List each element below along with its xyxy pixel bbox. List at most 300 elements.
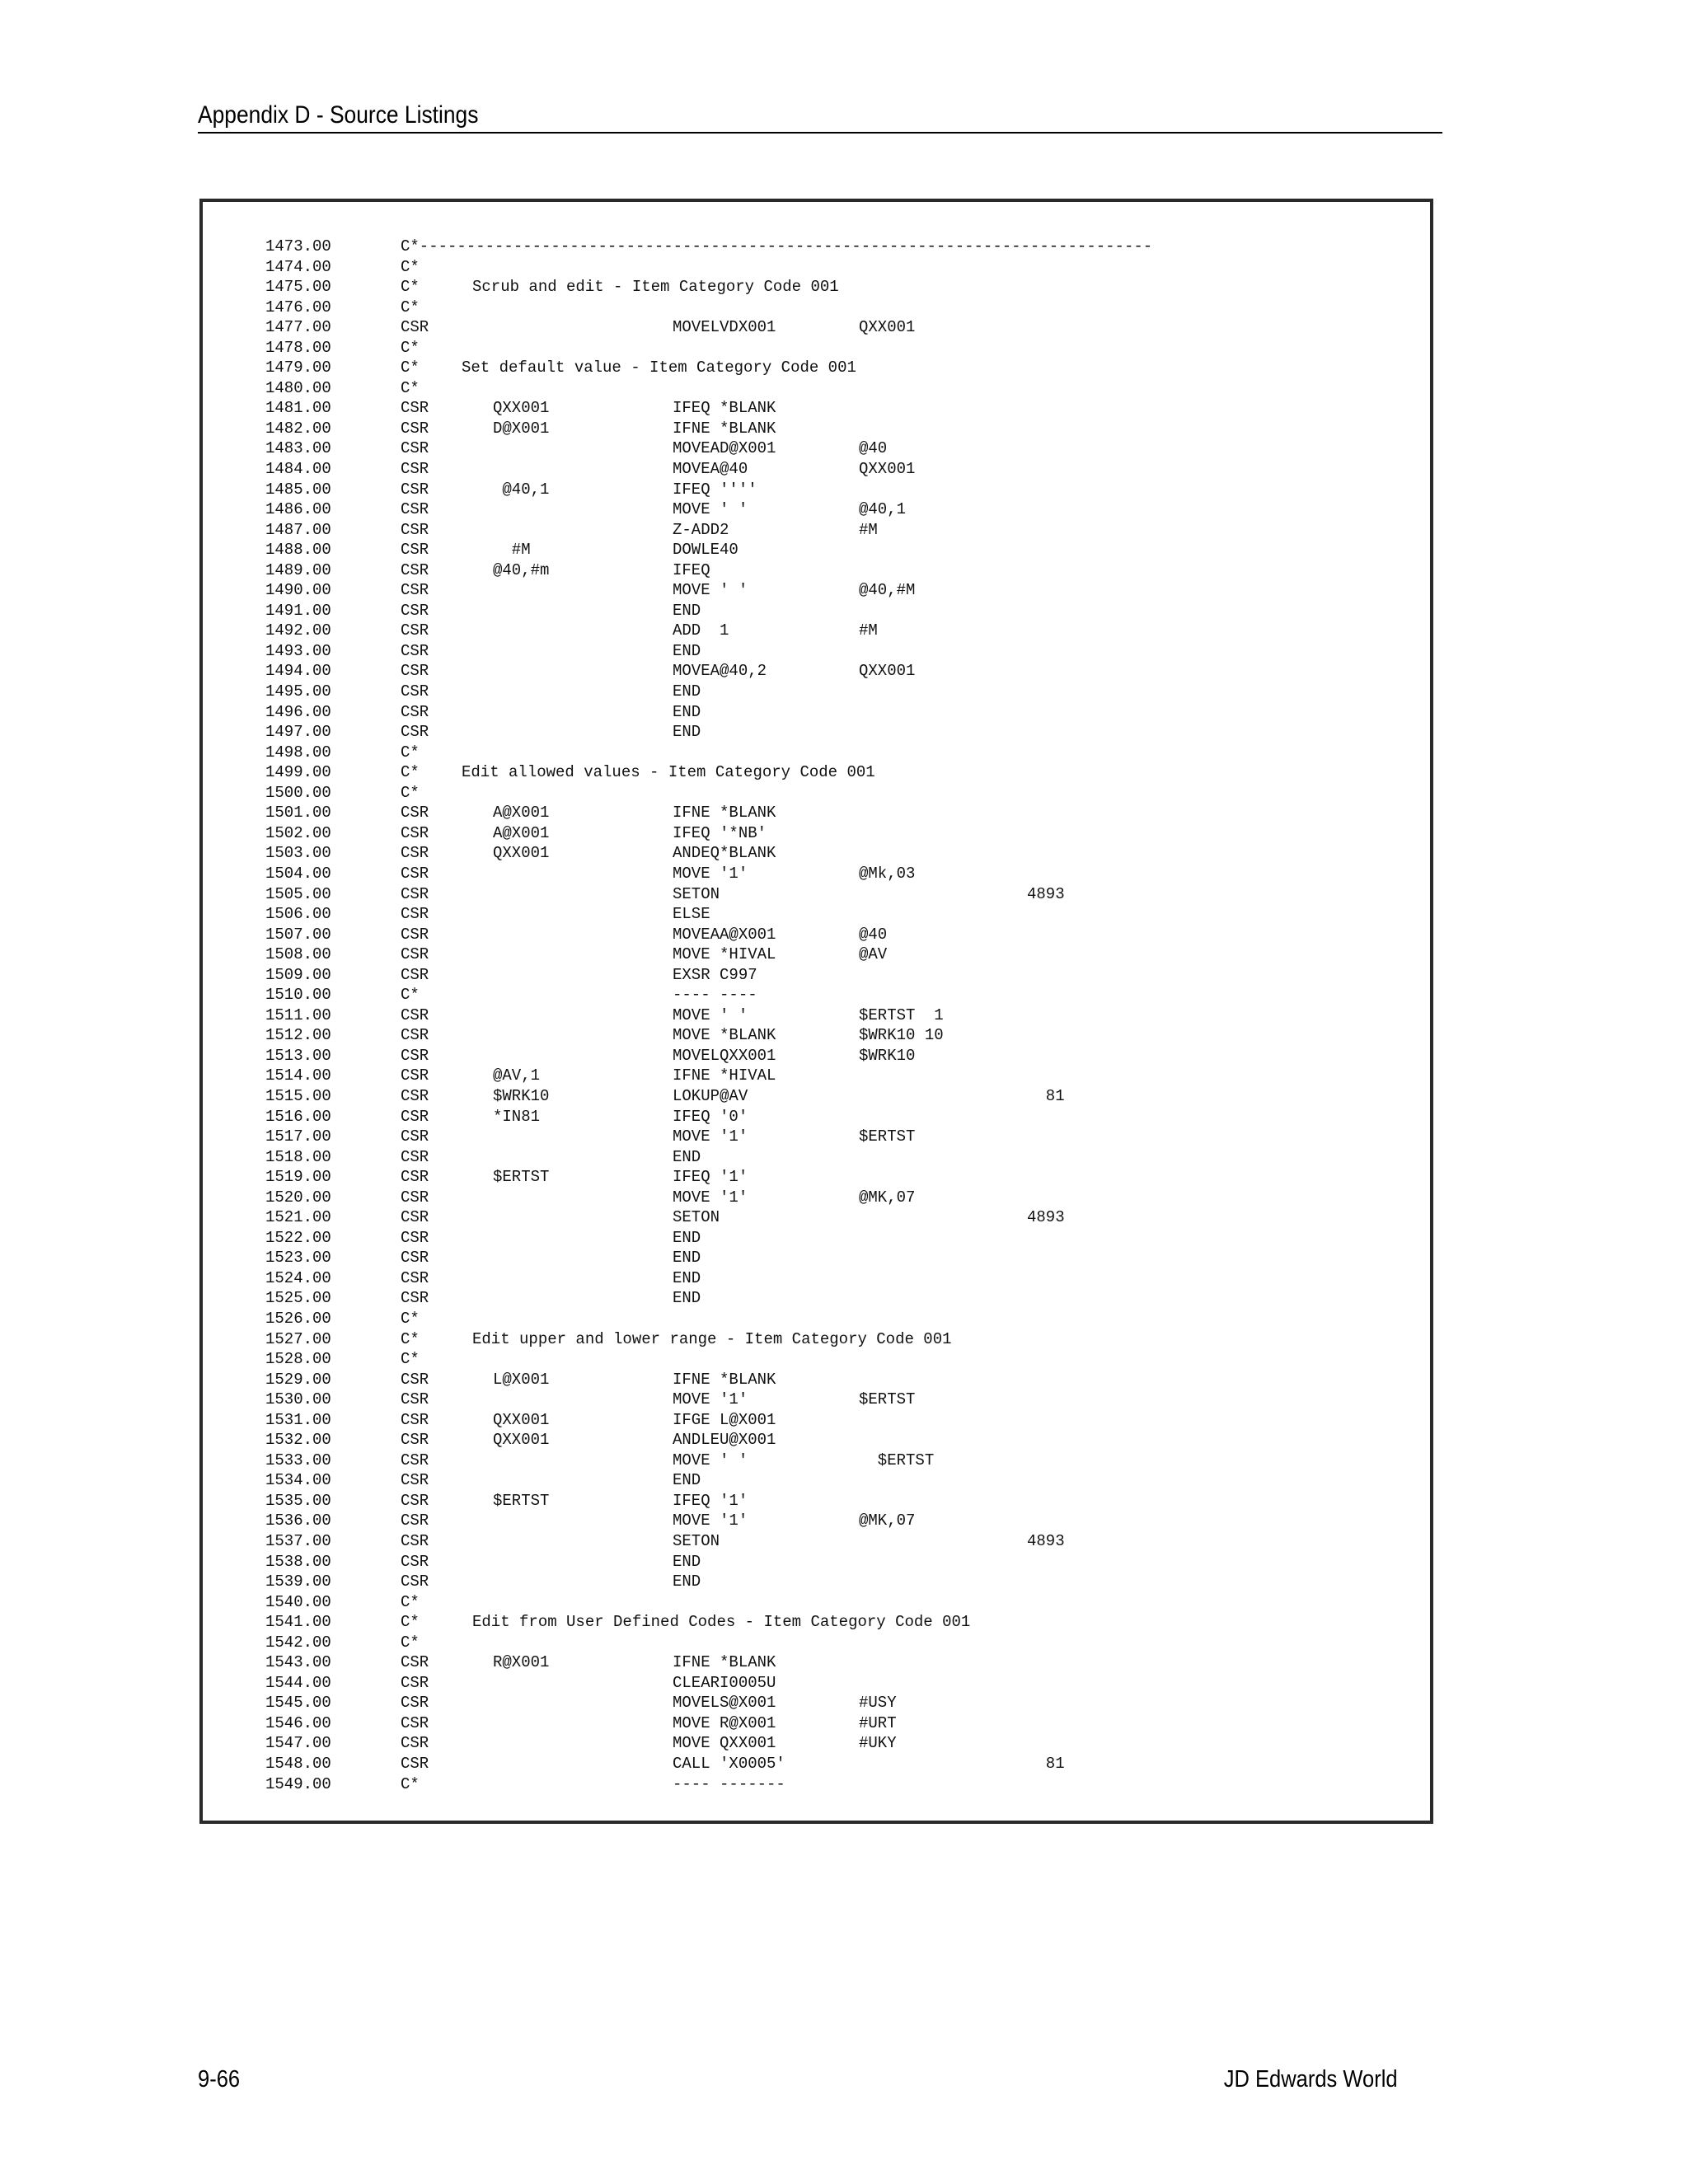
sequence-number: 1531.00 (265, 1410, 331, 1429)
listing-line (203, 1511, 1430, 1531)
sequence-number: 1494.00 (265, 662, 331, 681)
listing-line (203, 1430, 1430, 1451)
operation: Z-ADD2 (673, 520, 729, 539)
sequence-number: 1530.00 (265, 1390, 331, 1409)
spec-type: CSR (401, 702, 429, 721)
sequence-number: 1502.00 (265, 823, 331, 842)
operation: MOVELS@X001 (673, 1694, 776, 1713)
operation: MOVE '1' (673, 1511, 748, 1530)
spec-type: CSR (401, 581, 429, 600)
listing-line (203, 682, 1430, 702)
sequence-number: 1492.00 (265, 621, 331, 640)
listing-line (203, 358, 1430, 378)
listing-line (203, 743, 1430, 763)
sequence-number: 1504.00 (265, 864, 331, 883)
spec-type: CSR (401, 1168, 429, 1187)
operation: ADD 1 (673, 621, 729, 640)
sequence-number: 1540.00 (265, 1592, 331, 1611)
spec-type: CSR (401, 1228, 429, 1247)
listing-line (203, 317, 1430, 338)
listing-line (203, 1612, 1430, 1633)
sequence-number: 1493.00 (265, 641, 331, 660)
spec-type: C* (401, 1309, 420, 1328)
operation: EXSR C997 (673, 965, 757, 984)
source-listing-box (199, 199, 1433, 1824)
listing-line (203, 864, 1430, 884)
listing-line (203, 884, 1430, 905)
sequence-number: 1498.00 (265, 743, 331, 762)
factor-1: QXX001 (493, 1410, 550, 1429)
spec-type: CSR (401, 1026, 429, 1045)
operation: MOVEA@40,2 (673, 662, 767, 681)
listing-line (203, 1673, 1430, 1694)
spec-type: CSR (401, 723, 429, 742)
listing-line (203, 1127, 1430, 1147)
spec-type: CSR (401, 1673, 429, 1692)
listing-line (203, 398, 1430, 419)
result-field: $ERTST (859, 1390, 916, 1409)
sequence-number: 1534.00 (265, 1471, 331, 1490)
sequence-number: 1521.00 (265, 1208, 331, 1227)
listing-line (203, 1046, 1430, 1066)
listing-line (203, 1713, 1430, 1734)
operation: MOVE '1' (673, 1127, 748, 1146)
sequence-number: 1478.00 (265, 338, 331, 357)
spec-type: CSR (401, 965, 429, 984)
spec-type: CSR (401, 560, 429, 579)
spec-type: CSR (401, 1532, 429, 1550)
result-field: #USY (859, 1694, 897, 1713)
operation: END (673, 1471, 701, 1490)
page-header-title: Appendix D - Source Listings (198, 101, 479, 129)
operation: IFEQ (673, 560, 710, 579)
operation: MOVE R@X001 (673, 1713, 776, 1732)
comment-text: Edit upper and lower range - Item Category Code 001 (472, 1329, 952, 1348)
listing-line (203, 1693, 1430, 1713)
factor-1: @40,#m (493, 560, 550, 579)
operation: IFEQ '1' (673, 1168, 748, 1187)
spec-type: C* (401, 378, 420, 397)
spec-type: CSR (401, 480, 429, 499)
listing-line (203, 823, 1430, 844)
listing-line (203, 298, 1430, 318)
sequence-number: 1473.00 (265, 237, 331, 255)
sequence-number: 1475.00 (265, 278, 331, 297)
spec-type: CSR (401, 1147, 429, 1166)
operation: END (673, 1552, 701, 1571)
sequence-number: 1516.00 (265, 1107, 331, 1126)
operation: IFNE *BLANK (673, 1653, 776, 1672)
operation: END (673, 1249, 701, 1268)
operation: MOVE ' ' (673, 1451, 748, 1469)
operation: END (673, 1572, 701, 1591)
operation: SETON (673, 1532, 720, 1550)
listing-line (203, 1025, 1430, 1046)
sequence-number: 1515.00 (265, 1086, 331, 1105)
spec-type: CSR (401, 682, 429, 701)
listing-line (203, 1531, 1430, 1552)
operation: MOVEAD@X001 (673, 439, 776, 458)
result-field: #M (859, 520, 878, 539)
spec-type: C* (401, 1774, 420, 1793)
result-field: @MK,07 (859, 1188, 916, 1207)
spec-type: CSR (401, 520, 429, 539)
operation: MOVE *BLANK (673, 1026, 776, 1045)
sequence-number: 1483.00 (265, 439, 331, 458)
sequence-number: 1513.00 (265, 1046, 331, 1065)
spec-type: CSR (401, 1431, 429, 1450)
sequence-number: 1507.00 (265, 925, 331, 944)
factor-1: $ERTST (493, 1168, 550, 1187)
spec-type: CSR (401, 1410, 429, 1429)
listing-line (203, 1005, 1430, 1026)
listing-line (203, 722, 1430, 743)
spec-type: CSR (401, 1370, 429, 1389)
spec-type: CSR (401, 905, 429, 924)
operation: CALL 'X0005' (673, 1755, 785, 1774)
indicators: 4893 (1027, 884, 1065, 903)
listing-line (203, 580, 1430, 601)
sequence-number: 1546.00 (265, 1713, 331, 1732)
sequence-number: 1489.00 (265, 560, 331, 579)
spec-type: C* (401, 1592, 420, 1611)
listing-line (203, 1207, 1430, 1228)
sequence-number: 1520.00 (265, 1188, 331, 1207)
listing-line (203, 1086, 1430, 1107)
listing-line (203, 1491, 1430, 1511)
listing-line (203, 1633, 1430, 1653)
listing-line (203, 1288, 1430, 1309)
factor-1: $ERTST (493, 1491, 550, 1510)
sequence-number: 1484.00 (265, 460, 331, 479)
sequence-number: 1535.00 (265, 1491, 331, 1510)
factor-1: $WRK10 (493, 1086, 550, 1105)
sequence-number: 1549.00 (265, 1774, 331, 1793)
operation: IFEQ '*NB' (673, 823, 767, 842)
sequence-number: 1517.00 (265, 1127, 331, 1146)
spec-type: C* (401, 338, 420, 357)
sequence-number: 1529.00 (265, 1370, 331, 1389)
operation: END (673, 1147, 701, 1166)
sequence-number: 1511.00 (265, 1005, 331, 1024)
operation: ---- ---- (673, 986, 757, 1005)
indicators: 81 (1027, 1086, 1065, 1105)
spec-type: C*------------------------------------------------------------------------------ (401, 237, 1153, 255)
factor-1: A@X001 (493, 823, 550, 842)
listing-line (203, 803, 1430, 823)
spec-type: CSR (401, 1694, 429, 1713)
comment-text: Set default value - Item Category Code 001 (462, 359, 856, 377)
operation: DOWLE40 (673, 541, 738, 560)
result-field: #UKY (859, 1734, 897, 1753)
listing-line (203, 1349, 1430, 1370)
sequence-number: 1514.00 (265, 1066, 331, 1085)
sequence-number: 1512.00 (265, 1026, 331, 1045)
sequence-number: 1508.00 (265, 945, 331, 964)
comment-text: Edit from User Defined Codes - Item Category Code 001 (472, 1613, 971, 1632)
operation: IFNE *BLANK (673, 804, 776, 823)
operation: IFEQ '1' (673, 1491, 748, 1510)
listing-line (203, 499, 1430, 520)
operation: MOVE '1' (673, 864, 748, 883)
result-field: $ERTST (859, 1451, 935, 1469)
sequence-number: 1476.00 (265, 298, 331, 316)
sequence-number: 1525.00 (265, 1289, 331, 1308)
listing-line (203, 965, 1430, 986)
spec-type: CSR (401, 1471, 429, 1490)
listing-line (203, 843, 1430, 864)
operation: LOKUP@AV (673, 1086, 748, 1105)
operation: MOVE *HIVAL (673, 945, 776, 964)
sequence-number: 1485.00 (265, 480, 331, 499)
factor-1: QXX001 (493, 844, 550, 863)
listing-line (203, 378, 1430, 399)
sequence-number: 1519.00 (265, 1168, 331, 1187)
spec-type: CSR (401, 601, 429, 620)
sequence-number: 1474.00 (265, 257, 331, 276)
listing-line (203, 985, 1430, 1005)
sequence-number: 1533.00 (265, 1451, 331, 1469)
factor-1: @40,1 (493, 480, 550, 499)
spec-type: C* (401, 1633, 420, 1652)
result-field: $WRK10 10 (859, 1026, 944, 1045)
sequence-number: 1518.00 (265, 1147, 331, 1166)
source-listing-body (203, 237, 1430, 1794)
listing-line (203, 1228, 1430, 1249)
spec-type: C* (401, 986, 420, 1005)
sequence-number: 1488.00 (265, 541, 331, 560)
spec-type: CSR (401, 1127, 429, 1146)
listing-line (203, 277, 1430, 298)
listing-line (203, 1107, 1430, 1127)
factor-1: #M (493, 541, 531, 560)
factor-1: R@X001 (493, 1653, 550, 1672)
spec-type: CSR (401, 1046, 429, 1065)
spec-type: C* (401, 1350, 420, 1369)
operation: IFGE L@X001 (673, 1410, 776, 1429)
sequence-number: 1539.00 (265, 1572, 331, 1591)
result-field: @MK,07 (859, 1511, 916, 1530)
spec-type: CSR (401, 1208, 429, 1227)
listing-line (203, 1754, 1430, 1774)
listing-line (203, 1066, 1430, 1086)
indicators: 4893 (1027, 1532, 1065, 1550)
indicators: 81 (1027, 1755, 1065, 1774)
listing-line (203, 1552, 1430, 1572)
spec-type: CSR (401, 945, 429, 964)
operation: IFEQ '0' (673, 1107, 748, 1126)
listing-line (203, 438, 1430, 459)
sequence-number: 1545.00 (265, 1694, 331, 1713)
sequence-number: 1522.00 (265, 1228, 331, 1247)
sequence-number: 1526.00 (265, 1309, 331, 1328)
spec-type: CSR (401, 1491, 429, 1510)
result-field: $ERTST (859, 1127, 916, 1146)
sequence-number: 1479.00 (265, 359, 331, 377)
comment-text: Edit allowed values - Item Category Code 001 (462, 763, 875, 782)
spec-type: CSR (401, 864, 429, 883)
listing-line (203, 944, 1430, 965)
spec-type: CSR (401, 641, 429, 660)
spec-type: CSR (401, 1289, 429, 1308)
sequence-number: 1501.00 (265, 804, 331, 823)
sequence-number: 1538.00 (265, 1552, 331, 1571)
sequence-number: 1481.00 (265, 399, 331, 418)
listing-line (203, 1188, 1430, 1208)
result-field: @40 (859, 439, 888, 458)
spec-type: CSR (401, 823, 429, 842)
operation: ---- ------- (673, 1774, 785, 1793)
sequence-number: 1505.00 (265, 884, 331, 903)
spec-type: CSR (401, 1390, 429, 1409)
listing-line (203, 1309, 1430, 1329)
spec-type: C* (401, 783, 420, 802)
listing-line (203, 1774, 1430, 1795)
sequence-number: 1496.00 (265, 702, 331, 721)
sequence-number: 1543.00 (265, 1653, 331, 1672)
result-field: @Mk,03 (859, 864, 916, 883)
operation: IFEQ '''' (673, 480, 757, 499)
spec-type: C* (401, 1613, 420, 1632)
spec-type: CSR (401, 1188, 429, 1207)
operation: SETON (673, 1208, 720, 1227)
listing-line (203, 1248, 1430, 1268)
result-field: @40 (859, 925, 888, 944)
sequence-number: 1537.00 (265, 1532, 331, 1550)
listing-line (203, 480, 1430, 500)
listing-line (203, 1167, 1430, 1188)
spec-type: CSR (401, 500, 429, 519)
operation: MOVELVDX001 (673, 318, 776, 337)
listing-line (203, 338, 1430, 359)
spec-type: C* (401, 763, 420, 782)
operation: MOVE ' ' (673, 500, 748, 519)
spec-type: CSR (401, 460, 429, 479)
spec-type: CSR (401, 1572, 429, 1591)
listing-line (203, 762, 1430, 783)
listing-line (203, 257, 1430, 278)
spec-type: CSR (401, 1552, 429, 1571)
spec-type: CSR (401, 1755, 429, 1774)
sequence-number: 1495.00 (265, 682, 331, 701)
spec-type: CSR (401, 439, 429, 458)
comment-text: Scrub and edit - Item Category Code 001 (472, 278, 839, 297)
operation: END (673, 1268, 701, 1287)
operation: MOVEA@40 (673, 460, 748, 479)
spec-type: CSR (401, 1451, 429, 1469)
factor-1: A@X001 (493, 804, 550, 823)
spec-type: CSR (401, 541, 429, 560)
operation: ANDEQ*BLANK (673, 844, 776, 863)
sequence-number: 1510.00 (265, 986, 331, 1005)
listing-line (203, 1470, 1430, 1491)
sequence-number: 1547.00 (265, 1734, 331, 1753)
sequence-number: 1528.00 (265, 1350, 331, 1369)
factor-1: L@X001 (493, 1370, 550, 1389)
footer-brand: JD Edwards World (1224, 2066, 1398, 2093)
result-field: @40,#M (859, 581, 916, 600)
operation: IFNE *HIVAL (673, 1066, 776, 1085)
listing-line (203, 520, 1430, 541)
sequence-number: 1503.00 (265, 844, 331, 863)
sequence-number: 1491.00 (265, 601, 331, 620)
operation: IFNE *BLANK (673, 1370, 776, 1389)
listing-line (203, 601, 1430, 621)
spec-type: CSR (401, 1107, 429, 1126)
spec-type: CSR (401, 662, 429, 681)
spec-type: CSR (401, 1268, 429, 1287)
listing-line (203, 925, 1430, 945)
spec-type: CSR (401, 419, 429, 438)
result-field: @40,1 (859, 500, 907, 519)
result-field: #M (859, 621, 878, 640)
sequence-number: 1544.00 (265, 1673, 331, 1692)
spec-type: CSR (401, 1653, 429, 1672)
listing-line (203, 621, 1430, 641)
listing-line (203, 1572, 1430, 1592)
listing-line (203, 661, 1430, 682)
listing-line (203, 1268, 1430, 1289)
spec-type: CSR (401, 621, 429, 640)
operation: ELSE (673, 905, 710, 924)
listing-line (203, 1370, 1430, 1390)
sequence-number: 1486.00 (265, 500, 331, 519)
spec-type: C* (401, 298, 420, 316)
operation: MOVEAA@X001 (673, 925, 776, 944)
sequence-number: 1532.00 (265, 1431, 331, 1450)
page-number: 9-66 (198, 2066, 241, 2093)
listing-line (203, 1329, 1430, 1350)
spec-type: C* (401, 257, 420, 276)
spec-type: C* (401, 359, 420, 377)
sequence-number: 1548.00 (265, 1755, 331, 1774)
sequence-number: 1541.00 (265, 1613, 331, 1632)
operation: END (673, 702, 701, 721)
operation: MOVELQXX001 (673, 1046, 776, 1065)
sequence-number: 1482.00 (265, 419, 331, 438)
operation: SETON (673, 884, 720, 903)
operation: END (673, 1228, 701, 1247)
listing-line (203, 904, 1430, 925)
result-field: QXX001 (859, 318, 916, 337)
sequence-number: 1500.00 (265, 783, 331, 802)
listing-line (203, 641, 1430, 662)
spec-type: CSR (401, 1249, 429, 1268)
sequence-number: 1524.00 (265, 1268, 331, 1287)
sequence-number: 1506.00 (265, 905, 331, 924)
operation: MOVE '1' (673, 1188, 748, 1207)
sequence-number: 1509.00 (265, 965, 331, 984)
sequence-number: 1536.00 (265, 1511, 331, 1530)
operation: IFNE *BLANK (673, 419, 776, 438)
spec-type: C* (401, 278, 420, 297)
result-field: QXX001 (859, 662, 916, 681)
listing-line (203, 1147, 1430, 1168)
sequence-number: 1523.00 (265, 1249, 331, 1268)
factor-1: *IN81 (493, 1107, 541, 1126)
spec-type: CSR (401, 1086, 429, 1105)
listing-line (203, 702, 1430, 723)
factor-1: @AV,1 (493, 1066, 541, 1085)
result-field: QXX001 (859, 460, 916, 479)
listing-line (203, 1410, 1430, 1431)
spec-type: CSR (401, 884, 429, 903)
spec-type: CSR (401, 318, 429, 337)
factor-1: QXX001 (493, 399, 550, 418)
operation: END (673, 1289, 701, 1308)
result-field: @AV (859, 945, 888, 964)
spec-type: CSR (401, 1511, 429, 1530)
